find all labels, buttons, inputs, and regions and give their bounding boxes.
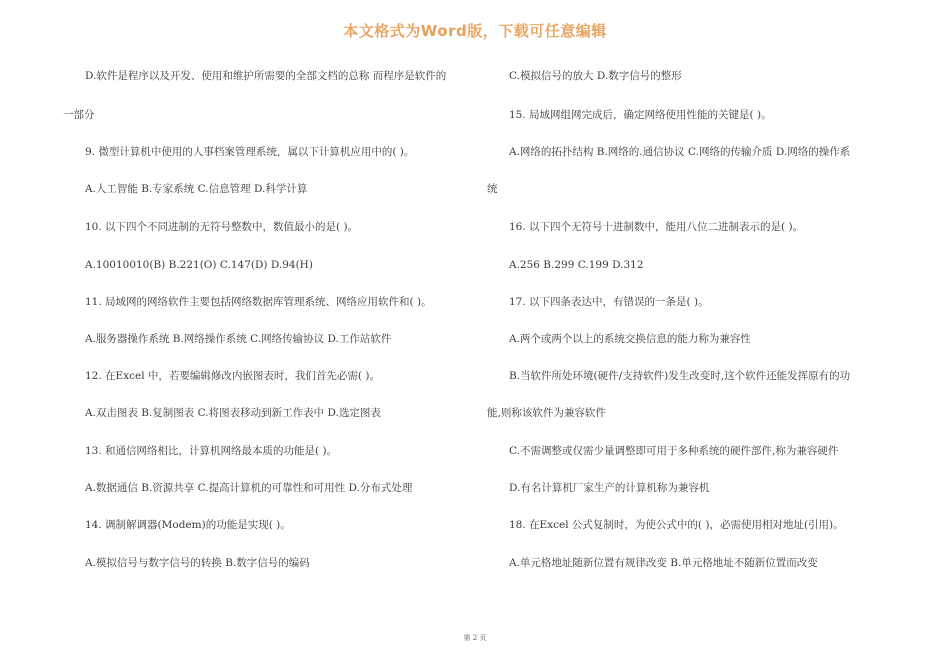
left-line: A.服务器操作系统 B.网络操作系统 C.网络传输协议 D.工作站软件 xyxy=(85,333,392,345)
left-line: 一部分 xyxy=(63,109,95,121)
right-line: 17. 以下四条表达中，有错误的一条是( )。 xyxy=(509,296,709,308)
right-line: B.当软件所处环境(硬件/支持软件)发生改变时,这个软件还能发挥原有的功 xyxy=(509,370,851,382)
left-line: A.人工智能 B.专家系统 C.信息管理 D.科学计算 xyxy=(85,183,308,195)
left-line: 9. 微型计算机中使用的人事档案管理系统，属以下计算机应用中的( )。 xyxy=(85,146,415,158)
right-line: 统 xyxy=(487,183,498,195)
left-line: A.模拟信号与数字信号的转换 B.数字信号的编码 xyxy=(85,557,310,569)
left-line: 13. 和通信网络相比，计算机网络最本质的功能是( )。 xyxy=(85,445,338,457)
left-line: 14. 调制解调器(Modem)的功能是实现( )。 xyxy=(85,519,291,531)
left-line: A.双击图表 B.复制图表 C.将图表移动到新工作表中 D.选定图表 xyxy=(85,407,381,419)
right-line: D.有名计算机厂家生产的计算机称为兼容机 xyxy=(509,482,710,494)
left-line: 10. 以下四个不同进制的无符号整数中，数值最小的是( )。 xyxy=(85,221,359,233)
right-line: A.两个或两个以上的系统交换信息的能力称为兼容性 xyxy=(509,333,751,345)
right-line: 16. 以下四个无符号十进制数中，能用八位二进制表示的是( )。 xyxy=(509,221,804,233)
left-line: 11. 局域网的网络软件主要包括网络数据库管理系统、网络应用软件和( )。 xyxy=(85,296,432,308)
left-line: A.数据通信 B.资源共享 C.提高计算机的可靠性和可用性 D.分布式处理 xyxy=(85,482,413,494)
right-line: A.单元格地址随新位置有规律改变 B.单元格地址不随新位置而改变 xyxy=(509,557,818,569)
page-number: 第 2 页 xyxy=(463,634,487,642)
left-line: A.10010010(B) B.221(O) C.147(D) D.94(H) xyxy=(85,259,313,271)
right-line: C.模拟信号的放大 D.数字信号的整形 xyxy=(509,70,682,82)
header-banner: 本文格式为Word版，下载可任意编辑 xyxy=(343,22,607,40)
left-line: 12. 在Excel 中，若要编辑修改内嵌图表时，我们首先必需( )。 xyxy=(85,370,380,382)
right-line: A.网络的拓扑结构 B.网络的.通信协议 C.网络的传输介质 D.网络的操作系 xyxy=(509,146,851,158)
right-line: A.256 B.299 C.199 D.312 xyxy=(509,259,644,271)
right-line: 18. 在Excel 公式复制时，为使公式中的( )，必需使用相对地址(引用)。 xyxy=(509,519,844,531)
right-line: C.不需调整或仅需少量调整即可用于多种系统的硬件部件,称为兼容硬件 xyxy=(509,445,839,457)
right-line: 15. 局域网组网完成后，确定网络使用性能的关键是( )。 xyxy=(509,109,772,121)
left-line: D.软件是程序以及开发、使用和维护所需要的全部文档的总称 而程序是软件的 xyxy=(85,70,447,82)
right-line: 能,则称该软件为兼容软件 xyxy=(487,407,606,419)
